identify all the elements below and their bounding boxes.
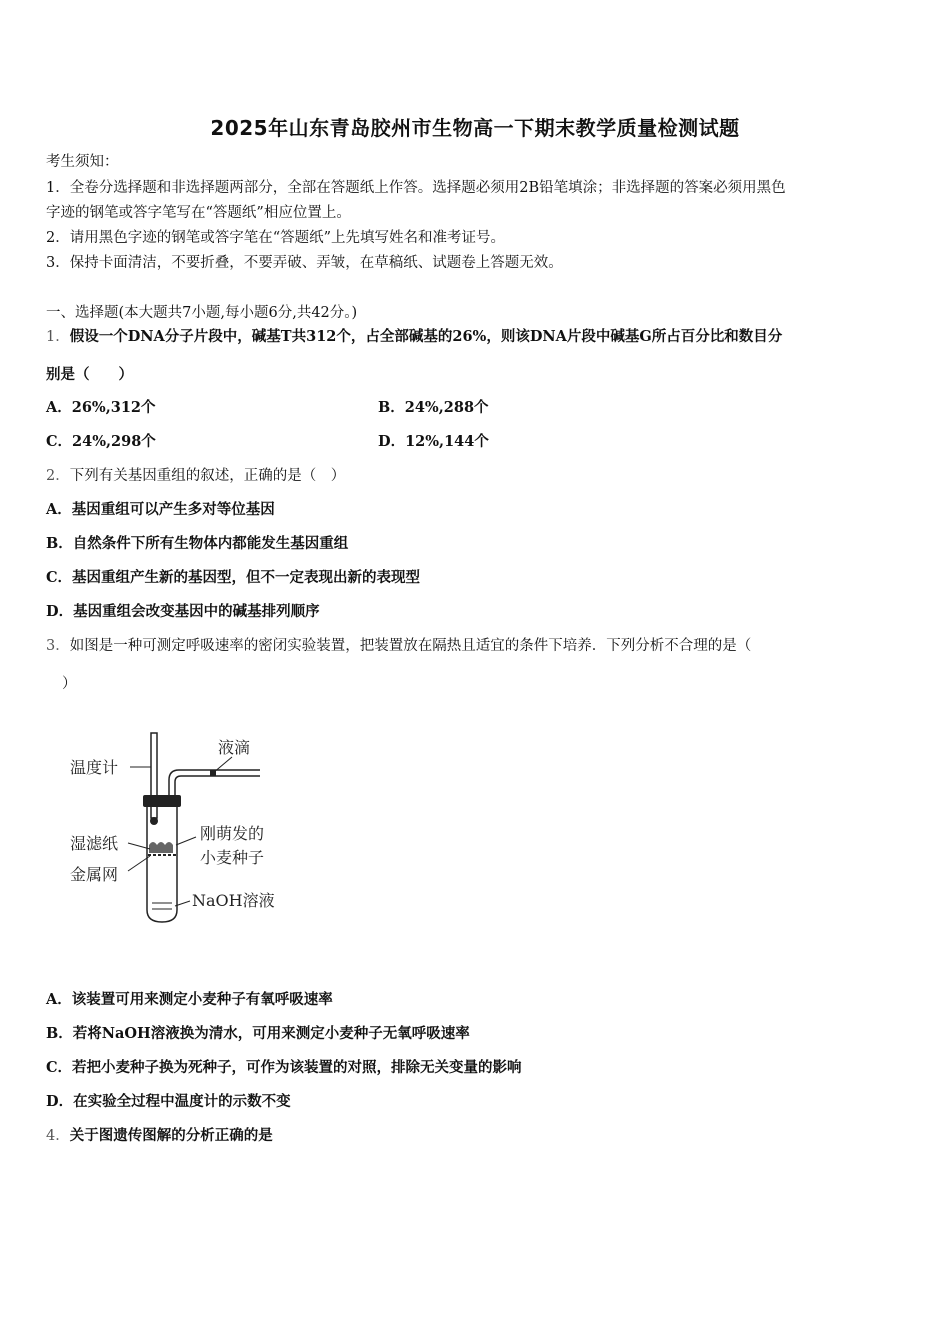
thermometer-bulb — [150, 817, 158, 825]
question-2-number: 2． — [46, 468, 70, 484]
question-3-number: 3． — [46, 638, 70, 654]
label-seeds-1: 刚萌发的 — [200, 824, 265, 843]
question-2-text: 下列有关基因重组的叙述，正确的是（ ） — [69, 468, 346, 484]
question-3-option-b: B．若将NaOH溶液换为清水，可用来测定小麦种子无氧呼吸速率 — [46, 1025, 470, 1042]
respiration-apparatus-figure — [60, 725, 300, 930]
notice-item-1: 1．全卷分选择题和非选择题两部分，全部在答题纸上作答。选择题必须用2B铅笔填涂；非选择题的答案必须用黑色 — [46, 180, 786, 196]
question-4 — [46, 1126, 273, 1146]
notice-heading: 考生须知： — [46, 154, 119, 170]
question-2 — [46, 466, 345, 486]
question-4-text: 关于图遗传图解的分析正确的是 — [69, 1127, 273, 1144]
question-1 — [46, 327, 782, 347]
rubber-stopper — [143, 795, 181, 807]
notice-item-3: 3．保持卡面清洁，不要折叠，不要弄破、弄皱，在草稿纸、试题卷上答题无效。 — [46, 255, 563, 271]
notice-item-2: 2．请用黑色字迹的钢笔或答字笔在“答题纸”上先填写姓名和准考证号。 — [46, 230, 506, 246]
question-1-option-b: B．24%,288个 — [378, 399, 489, 416]
label-mesh: 金属网 — [70, 865, 119, 884]
question-2-option-d: D．基因重组会改变基因中的碱基排列顺序 — [46, 603, 320, 620]
seeds-pointer — [176, 837, 196, 845]
question-1-option-a: A．26%,312个 — [46, 399, 156, 416]
glass-tube-inner — [175, 776, 260, 795]
page-title: 2025年山东青岛胶州市生物高一下期末教学质量检测试题 — [210, 116, 740, 140]
question-3-option-c: C．若把小麦种子换为死种子，可作为该装置的对照，排除无关变量的影响 — [46, 1059, 522, 1076]
question-1-number: 1． — [46, 329, 70, 345]
question-2-option-b: B．自然条件下所有生物体内都能发生基因重组 — [46, 535, 349, 552]
notice-item-1-cont: 字迹的钢笔或答字笔写在“答题纸”相应位置上。 — [46, 205, 351, 221]
question-3-text: 如图是一种可测定呼吸速率的密闭实验装置，把装置放在隔热且适宜的条件下培养．下列分析不合理的是（ — [69, 638, 752, 654]
label-wet-paper: 湿滤纸 — [70, 834, 119, 853]
question-3-text-cont: ） — [62, 676, 77, 692]
wheat-seeds — [149, 842, 173, 853]
label-droplet: 液滴 — [218, 738, 251, 757]
test-tube — [147, 807, 177, 922]
label-thermometer: 温度计 — [70, 758, 119, 777]
question-4-number: 4． — [46, 1128, 70, 1144]
question-3-option-a: A．该装置可用来测定小麦种子有氧呼吸速率 — [46, 991, 333, 1008]
question-2-option-c: C．基因重组产生新的基因型，但不一定表现出新的表现型 — [46, 569, 421, 586]
label-seeds-2: 小麦种子 — [200, 848, 265, 867]
question-3-option-d: D．在实验全过程中温度计的示数不变 — [46, 1093, 291, 1110]
question-1-text-cont: 别是（ ） — [46, 366, 133, 383]
section-heading: 一、选择题(本大题共7小题,每小题6分,共42分。) — [46, 305, 358, 321]
question-2-option-a: A．基因重组可以产生多对等位基因 — [46, 501, 275, 518]
question-1-option-d: D．12%,144个 — [378, 433, 489, 450]
label-naoh: NaOH溶液 — [192, 891, 275, 910]
question-1-option-c: C．24%,298个 — [46, 433, 156, 450]
question-1-text: 假设一个DNA分子片段中，碱基T共312个，占全部碱基的26%，则该DNA片段中碱基G所占百分比和数目分 — [69, 328, 783, 345]
question-3 — [46, 636, 751, 656]
